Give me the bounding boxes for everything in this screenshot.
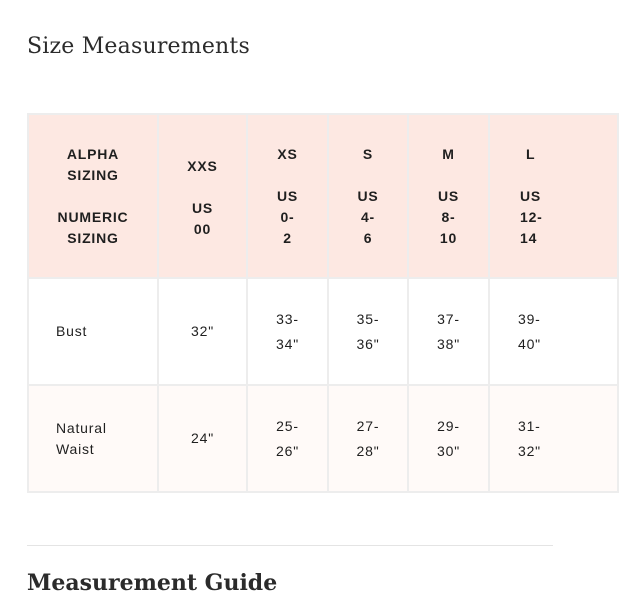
size-numeric-line: US xyxy=(191,200,214,216)
size-numeric-line: US xyxy=(276,187,299,204)
cell-line: 36" xyxy=(356,335,380,352)
row-label-bust xyxy=(28,278,158,385)
size-numeric-line: 6 xyxy=(363,229,373,246)
size-column-xs xyxy=(247,114,328,278)
size-column-l xyxy=(489,114,618,278)
table-row-natural-waist xyxy=(28,385,618,492)
section-title-measurement-guide: Measurement Guide xyxy=(27,570,278,596)
header-label-alpha-line-2: SIZING xyxy=(67,166,119,183)
size-numeric-line: 00 xyxy=(193,221,212,237)
cell-line: 35- xyxy=(356,310,380,327)
cell-line: 39- xyxy=(518,310,541,327)
size-numeric-line: 14 xyxy=(520,229,538,246)
size-alpha: L xyxy=(526,145,536,162)
header-label-alpha-line-1: ALPHA xyxy=(66,145,120,162)
row-label-line: Natural xyxy=(56,419,107,436)
cell-line: 24" xyxy=(191,430,214,446)
size-table-scroll-container[interactable] xyxy=(27,113,553,491)
size-numeric-line: US xyxy=(437,187,460,204)
size-alpha: M xyxy=(442,145,455,162)
table-cell xyxy=(158,278,247,385)
table-cell xyxy=(158,385,247,492)
cell-line: 27- xyxy=(356,417,380,434)
cell-line: 31- xyxy=(518,417,541,434)
table-cell xyxy=(408,278,489,385)
size-alpha: XXS xyxy=(187,158,218,174)
page-title: Size Measurements xyxy=(27,34,250,59)
section-divider xyxy=(27,545,553,546)
size-numeric-line: 0- xyxy=(280,208,295,225)
row-label-line: Waist xyxy=(56,440,95,457)
size-numeric-line: 10 xyxy=(439,229,458,246)
table-cell xyxy=(489,385,618,492)
size-numeric-line: 2 xyxy=(283,229,292,246)
size-alpha: XS xyxy=(277,145,298,162)
size-numeric-line: 8- xyxy=(441,208,456,225)
header-label-numeric-line-2: SIZING xyxy=(67,229,119,246)
table-cell xyxy=(408,385,489,492)
cell-line: 32" xyxy=(191,323,214,339)
header-row xyxy=(28,114,618,278)
cell-line: 34" xyxy=(276,335,299,352)
cell-line: 37- xyxy=(437,310,460,327)
cell-line: 25- xyxy=(276,417,299,434)
header-label-numeric-line-1: NUMERIC xyxy=(57,208,129,225)
table-cell xyxy=(328,278,408,385)
cell-line: 29- xyxy=(437,417,460,434)
row-label-line: Bust xyxy=(56,323,88,339)
cell-line: 40" xyxy=(518,335,541,352)
cell-line: 28" xyxy=(356,442,380,459)
size-numeric-line: 4- xyxy=(360,208,376,225)
table-cell xyxy=(247,278,328,385)
size-numeric-line: US xyxy=(357,187,379,204)
size-column-m xyxy=(408,114,489,278)
table-row-bust xyxy=(28,278,618,385)
size-column-xxs xyxy=(158,114,247,278)
cell-line: 38" xyxy=(437,335,460,352)
table-cell xyxy=(328,385,408,492)
cell-line: 32" xyxy=(518,442,541,459)
cell-line: 33- xyxy=(276,310,299,327)
table-cell xyxy=(247,385,328,492)
table-cell xyxy=(489,278,618,385)
size-table xyxy=(27,113,619,493)
cell-line: 26" xyxy=(276,442,299,459)
size-alpha: S xyxy=(362,145,374,162)
size-column-s xyxy=(328,114,408,278)
cell-line: 30" xyxy=(437,442,460,459)
row-label-natural-waist xyxy=(28,385,158,492)
size-numeric-line: US xyxy=(520,187,542,204)
header-label-cell xyxy=(28,114,158,278)
size-numeric-line: 12- xyxy=(520,208,543,225)
